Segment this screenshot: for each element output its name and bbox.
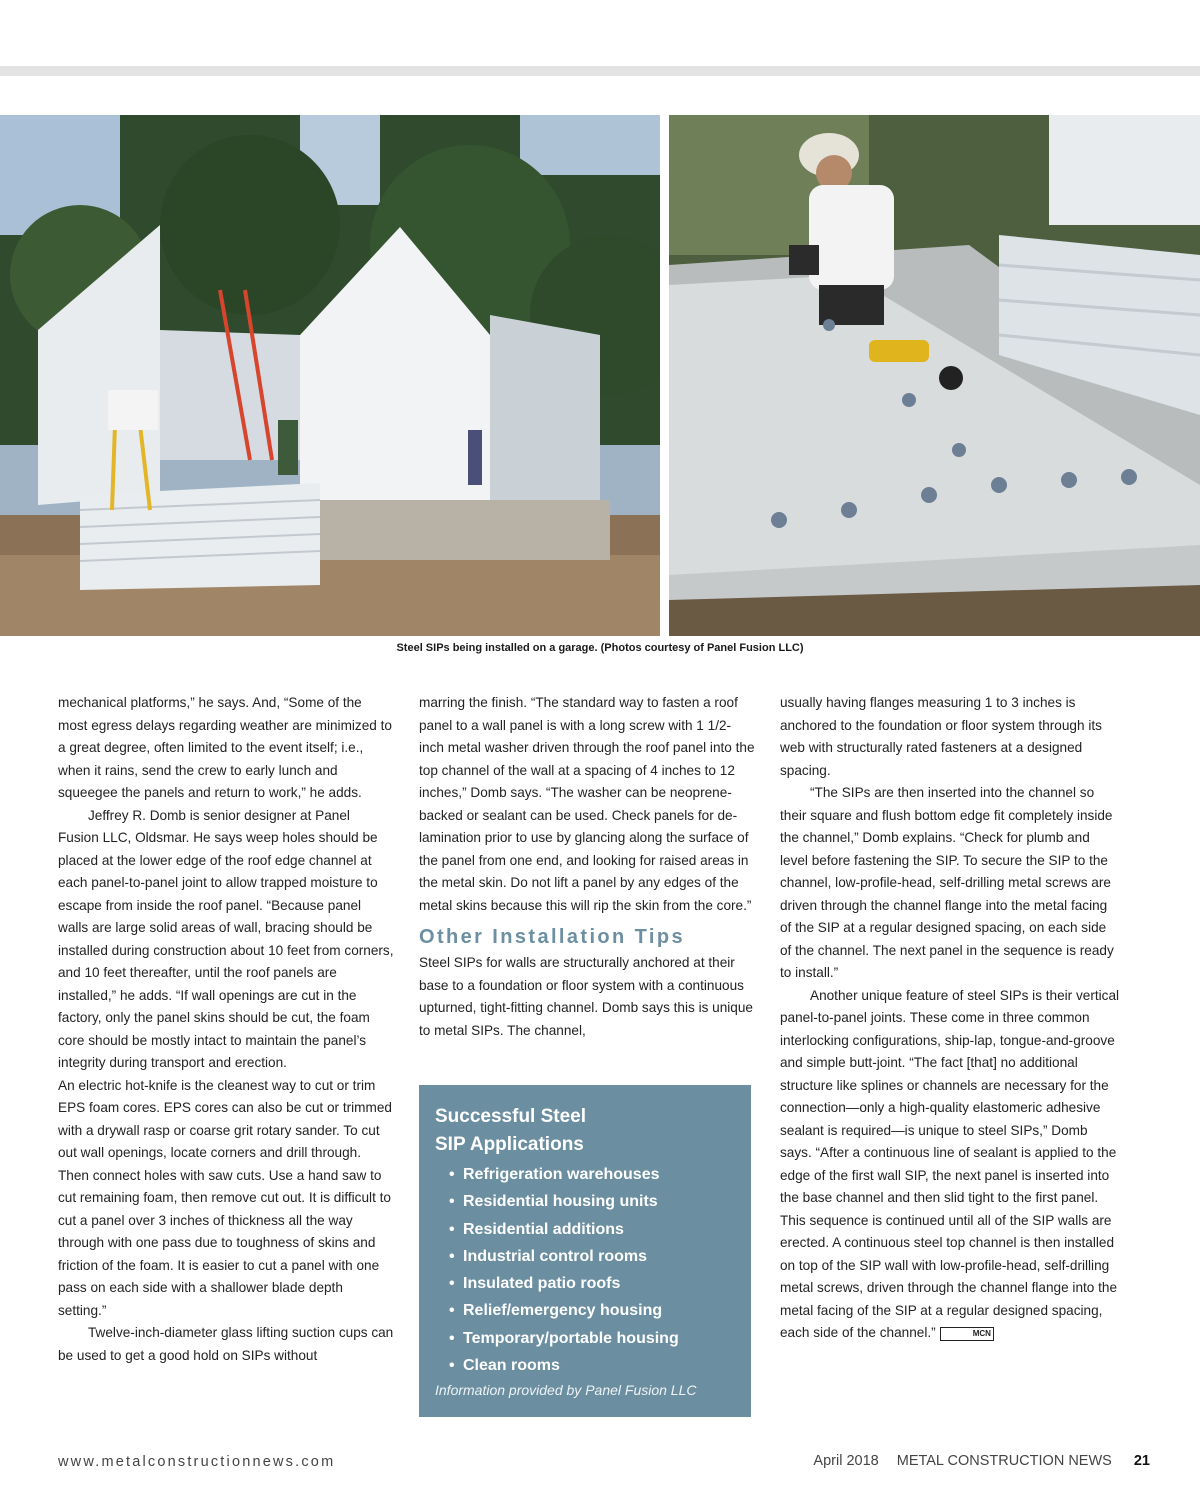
paragraph: Another unique feature of steel SIPs is their vertical panel-to-panel joints. These come in three common interlocking configurations, ship-lap, tongue-and-groove and simple butt-joint. “The fact [that] no additional structure like splines or channels are necessary for the connection—only a high-quality elastomeric adhesive sealant is required—is unique to steel SIPs,” Domb says. “After a continuous line of sealant is applied to the edge of the first wall SIP, the next panel is inserted into the base channel and then slid tight to the first panel. This sequence is continued until all of the SIP walls are erected. A continuous steel top channel is then installed on top of the SIP wall with low-profile-head, self-drilling metal screws, driven through the channel flange into the metal facing of the SIP at a regular designed spacing, each side of the channel.” MCN [780, 987, 1120, 1340]
list-item: • Residential housing units [449, 1193, 658, 1211]
list-item: • Relief/emergency housing [449, 1302, 663, 1320]
paragraph: Jeffrey R. Domb is senior designer at Panel Fusion LLC, Oldsmar. He says weep holes should be placed at the lower edge of the roof edge channel at each panel-to-panel joint to allow trapped moisture to escape from inside the roof panel. “Because panel walls are large solid areas of wall, bracing should be installed during construction about 10 feet from corners, and 10 feet thereafter, until the roof panels are installed,” he adds. “If wall openings are cut in the factory, only the panel skins should be cut, the foam core should be mostly intact to maintain the panel’s integrity during transport and erection. [58, 807, 394, 1070]
end-mark-icon: MCN [940, 1327, 994, 1341]
sidebar-credit: Information provided by Panel Fusion LLC [435, 1382, 697, 1399]
paragraph: marring the finish. “The standard way to fasten a roof panel to a wall panel is with a long screw with 1 1/2-inch metal washer driven through the roof panel into the top channel of the wall at a spacing of 4 inches to 12 inches,” Domb says. “The washer can be neoprene-backed or sealant can be used. Check panels for de-lamination prior to use by glancing along the surface of the panel from one end, and looking for raised areas in the metal skin. Do not lift a panel by any edges of the metal skins because this will rip the skin from the core.” [419, 695, 755, 913]
footer-publication: METAL CONSTRUCTION NEWS [896, 1453, 1112, 1469]
applications-sidebar [419, 1085, 751, 1417]
sidebar-title: Successful Steel SIP Applications [435, 1106, 587, 1155]
list-item: • Insulated patio roofs [449, 1275, 621, 1293]
photo-caption: Steel SIPs being installed on a garage. (Photos courtesy of Panel Fusion LLC) [396, 642, 804, 654]
paragraph: Twelve-inch-diameter glass lifting suction cups can be used to get a good hold on SIPs without [58, 1325, 394, 1363]
list-item: • Clean rooms [449, 1357, 560, 1375]
paragraph: “The SIPs are then inserted into the channel so their square and flush bottom edge fit completely inside the channel,” Domb explains. “Check for plumb and level before fastening the SIP. To secure the SIP to the channel, low-profile-head, self-drilling metal screws are driven through the channel flange into the metal facing of the SIP at a regular designed spacing, on each side of the channel. The next panel in the sequence is ready to install.” [780, 785, 1114, 980]
paragraph: usually having flanges measuring 1 to 3 inches is anchored to the foundation or floor system through its web with structurally rated fasteners at a designed spacing. [780, 695, 1102, 778]
header-band [0, 66, 1200, 76]
page-number: 21 [1133, 1453, 1150, 1469]
sidebar-list [435, 1161, 735, 1379]
article-column-2 [419, 692, 755, 1042]
article-column-3 [780, 692, 1120, 1345]
footer-info [799, 1453, 1150, 1469]
list-item: • Industrial control rooms [449, 1247, 648, 1265]
photo-garage-installation [0, 115, 660, 636]
paragraph: Steel SIPs for walls are structurally anchored at their base to a foundation or floor system with a continuous upturned, tight-fitting channel. Domb says this is unique to metal SIPs. The channel, [419, 955, 753, 1038]
list-item: • Refrigeration warehouses [449, 1166, 660, 1183]
footer-url: www.metalconstructionnews.com [58, 1454, 336, 1470]
article-column-1 [58, 692, 394, 1367]
photo-worker-fastening [669, 115, 1200, 636]
paragraph: mechanical platforms,” he says. And, “Some of the most egress delays regarding weather are minimized to a great degree, often limited to the event itself; i.e., when it rains, send the crew to early lunch and squeegee the panels and return to work,” he adds. [58, 695, 392, 800]
list-item: • Temporary/portable housing [449, 1329, 679, 1347]
paragraph: An electric hot-knife is the cleanest way to cut or trim EPS foam cores. EPS cores can also be cut or trimmed with a drywall rasp or coarse grit rotary sander. To cut out wall openings, locate corners and drill through. Then connect holes with saw cuts. Use a hand saw to cut remaining foam, then remove cut out. It is difficult to cut a panel over 3 inches of thickness all the way through with one pass due to toughness of skins and friction of the foam. It is easier to cut a panel with one pass on each side with a shallower blade depth setting.” [58, 1077, 392, 1318]
section-heading: Other Installation Tips [419, 926, 685, 948]
footer-date: April 2018 [813, 1453, 879, 1469]
list-item: • Residential additions [449, 1220, 624, 1238]
